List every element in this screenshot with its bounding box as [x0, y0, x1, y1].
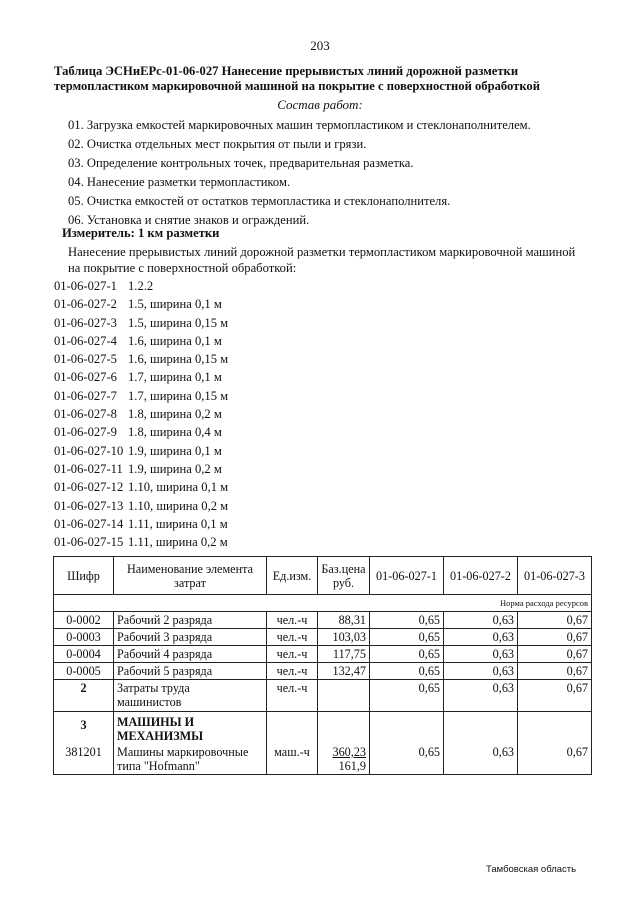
table-row	[54, 646, 592, 663]
machine-price-1: 360,23	[332, 745, 366, 759]
code-id: 01-06-027-3	[54, 315, 117, 330]
empty-cell	[318, 712, 370, 745]
codes-list	[54, 277, 228, 551]
machines-title	[114, 712, 267, 745]
labor-code: 2	[54, 680, 114, 712]
row-unit: чел.-ч	[267, 663, 318, 680]
code-id: 01-06-027-6	[54, 370, 117, 385]
header-price: Баз.цена руб.	[318, 557, 370, 595]
labor-name-line-1: Затраты труда	[117, 681, 190, 695]
footer-region: Тамбовская область	[486, 864, 577, 875]
description	[68, 244, 575, 276]
empty-cell	[444, 712, 518, 745]
code-id: 01-06-027-7	[54, 388, 117, 403]
machines-code	[54, 712, 114, 745]
table-title	[54, 64, 540, 94]
empty-cell	[518, 712, 592, 745]
labor-value-1: 0,65	[370, 680, 444, 712]
machines-code-text: 3	[80, 718, 87, 732]
machine-value-3: 0,67	[518, 744, 592, 775]
machine-name-line-1: Машины маркировочные	[117, 745, 249, 759]
row-value-2: 0,63	[444, 646, 518, 663]
code-text: 1.7, ширина 0,15 м	[128, 388, 229, 403]
row-unit: чел.-ч	[267, 646, 318, 663]
machines-section-row	[54, 712, 592, 745]
row-value-1: 0,65	[370, 646, 444, 663]
description-line-2: на покрытие с поверхностной обработкой:	[68, 261, 297, 275]
measurement-unit: Измеритель: 1 км разметки	[62, 226, 220, 240]
code-item	[54, 442, 228, 460]
code-id: 01-06-027-5	[54, 352, 117, 367]
code-item	[54, 368, 228, 386]
row-value-3: 0,67	[518, 663, 592, 680]
code-text: 1.10, ширина 0,2 м	[128, 498, 229, 513]
description-line-1: Нанесение прерывистых линий дорожной разметки термопластиком маркировочной машиной	[68, 245, 576, 259]
code-text: 1.7, ширина 0,1 м	[128, 370, 222, 385]
code-item	[54, 478, 228, 496]
code-text: 1.8, ширина 0,4 м	[128, 425, 222, 440]
row-value-1: 0,65	[370, 612, 444, 629]
code-item	[54, 423, 228, 441]
row-price: 132,47	[318, 663, 370, 680]
code-text: 1.9, ширина 0,1 м	[128, 443, 222, 458]
work-step: 05. Очистка емкостей от остатков термопластика и стеклонаполнителя.	[68, 194, 451, 208]
code-id: 01-06-027-4	[54, 333, 117, 348]
code-id: 01-06-027-9	[54, 425, 117, 440]
empty-cell	[267, 712, 318, 745]
machine-price-2: 161,9	[338, 759, 366, 773]
labor-value-2: 0,63	[444, 680, 518, 712]
work-step: 06. Установка и снятие знаков и ограждений.	[68, 213, 310, 227]
code-text: 1.5, ширина 0,15 м	[128, 315, 229, 330]
row-price: 117,75	[318, 646, 370, 663]
code-id: 01-06-027-14	[54, 516, 124, 531]
code-id: 01-06-027-2	[54, 297, 117, 312]
machine-value-1: 0,65	[370, 744, 444, 775]
row-value-2: 0,63	[444, 629, 518, 646]
row-code: 0-0003	[54, 629, 114, 646]
row-name: Рабочий 3 разряда	[114, 629, 267, 646]
table-header-row	[54, 557, 592, 595]
header-code: Шифр	[54, 557, 114, 595]
labor-row	[54, 680, 592, 712]
work-step: 04. Нанесение разметки термопластиком.	[68, 175, 291, 189]
norm-label: Норма расхода ресурсов	[54, 595, 592, 612]
row-name: Рабочий 5 разряда	[114, 663, 267, 680]
code-id: 01-06-027-1	[54, 279, 117, 293]
machines-title-line-1: МАШИНЫ И	[117, 715, 195, 729]
row-name: Рабочий 2 разряда	[114, 612, 267, 629]
machine-row	[54, 744, 592, 775]
work-steps-list	[68, 116, 531, 230]
resource-table	[53, 556, 592, 775]
code-item	[54, 350, 228, 368]
machine-code: 381201	[54, 744, 114, 775]
norm-row	[54, 595, 592, 612]
header-name: Наименование элемента затрат	[114, 557, 267, 595]
table-row	[54, 629, 592, 646]
labor-value-3: 0,67	[518, 680, 592, 712]
code-text: 1.11, ширина 0,2 м	[128, 535, 228, 550]
code-text: 1.6, ширина 0,1 м	[128, 333, 222, 348]
row-code: 0-0004	[54, 646, 114, 663]
code-item	[54, 405, 228, 423]
code-item	[54, 295, 228, 313]
row-value-1: 0,65	[370, 629, 444, 646]
work-composition-title: Состав работ:	[277, 97, 363, 112]
code-id: 01-06-027-15	[54, 535, 124, 550]
header-unit: Ед.изм.	[267, 557, 318, 595]
code-item	[54, 387, 228, 405]
table-row	[54, 663, 592, 680]
code-id: 01-06-027-10	[54, 443, 124, 458]
row-unit: чел.-ч	[267, 612, 318, 629]
code-item	[54, 277, 228, 295]
code-id: 01-06-027-13	[54, 498, 124, 513]
row-unit: чел.-ч	[267, 629, 318, 646]
header-col-2: 01-06-027-2	[444, 557, 518, 595]
row-code: 0-0002	[54, 612, 114, 629]
empty-cell	[370, 712, 444, 745]
labor-price	[318, 680, 370, 712]
row-value-2: 0,63	[444, 663, 518, 680]
code-item	[54, 533, 228, 551]
code-id: 01-06-027-11	[54, 461, 123, 476]
row-price: 88,31	[318, 612, 370, 629]
work-step: 01. Загрузка емкостей маркировочных машин термопластиком и стеклонаполнителем.	[68, 118, 531, 132]
code-text: 1.6, ширина 0,15 м	[128, 352, 229, 367]
machine-name	[114, 744, 267, 775]
table-row	[54, 612, 592, 629]
row-price: 103,03	[318, 629, 370, 646]
code-text: 1.9, ширина 0,2 м	[128, 461, 222, 476]
code-item	[54, 497, 228, 515]
machine-value-2: 0,63	[444, 744, 518, 775]
machines-title-line-2: МЕХАНИЗМЫ	[117, 729, 204, 743]
row-value-1: 0,65	[370, 663, 444, 680]
code-item	[54, 460, 228, 478]
labor-unit: чел.-ч	[267, 680, 318, 712]
row-value-3: 0,67	[518, 646, 592, 663]
code-text: 1.8, ширина 0,2 м	[128, 407, 222, 422]
code-text: 1.10, ширина 0,1 м	[128, 480, 229, 495]
row-name: Рабочий 4 разряда	[114, 646, 267, 663]
code-item	[54, 314, 228, 332]
machine-name-line-2: типа "Hofmann"	[117, 759, 200, 773]
code-item	[54, 515, 228, 533]
work-step: 02. Очистка отдельных мест покрытия от пыли и грязи.	[68, 137, 367, 151]
row-value-3: 0,67	[518, 612, 592, 629]
code-text: 1.2.2	[128, 279, 154, 293]
machine-unit: маш.-ч	[267, 744, 318, 775]
row-value-3: 0,67	[518, 629, 592, 646]
code-id: 01-06-027-12	[54, 480, 124, 495]
page-number: 203	[310, 38, 330, 53]
code-text: 1.11, ширина 0,1 м	[128, 516, 228, 531]
title-line-1: Таблица ЭСНиЕРс-01-06-027 Нанесение прерывистых линий дорожной разметки	[54, 64, 519, 78]
labor-name-line-2: машинистов	[117, 695, 182, 709]
labor-name	[114, 680, 267, 712]
title-line-2: термопластиком маркировочной машиной на покрытие с поверхностной обработкой	[54, 79, 540, 93]
code-item	[54, 332, 228, 350]
header-col-3: 01-06-027-3	[518, 557, 592, 595]
header-col-1: 01-06-027-1	[370, 557, 444, 595]
code-text: 1.5, ширина 0,1 м	[128, 297, 222, 312]
work-step: 03. Определение контрольных точек, предварительная разметка.	[68, 156, 414, 170]
row-code: 0-0005	[54, 663, 114, 680]
code-id: 01-06-027-8	[54, 407, 117, 422]
row-value-2: 0,63	[444, 612, 518, 629]
machine-price	[318, 744, 370, 775]
